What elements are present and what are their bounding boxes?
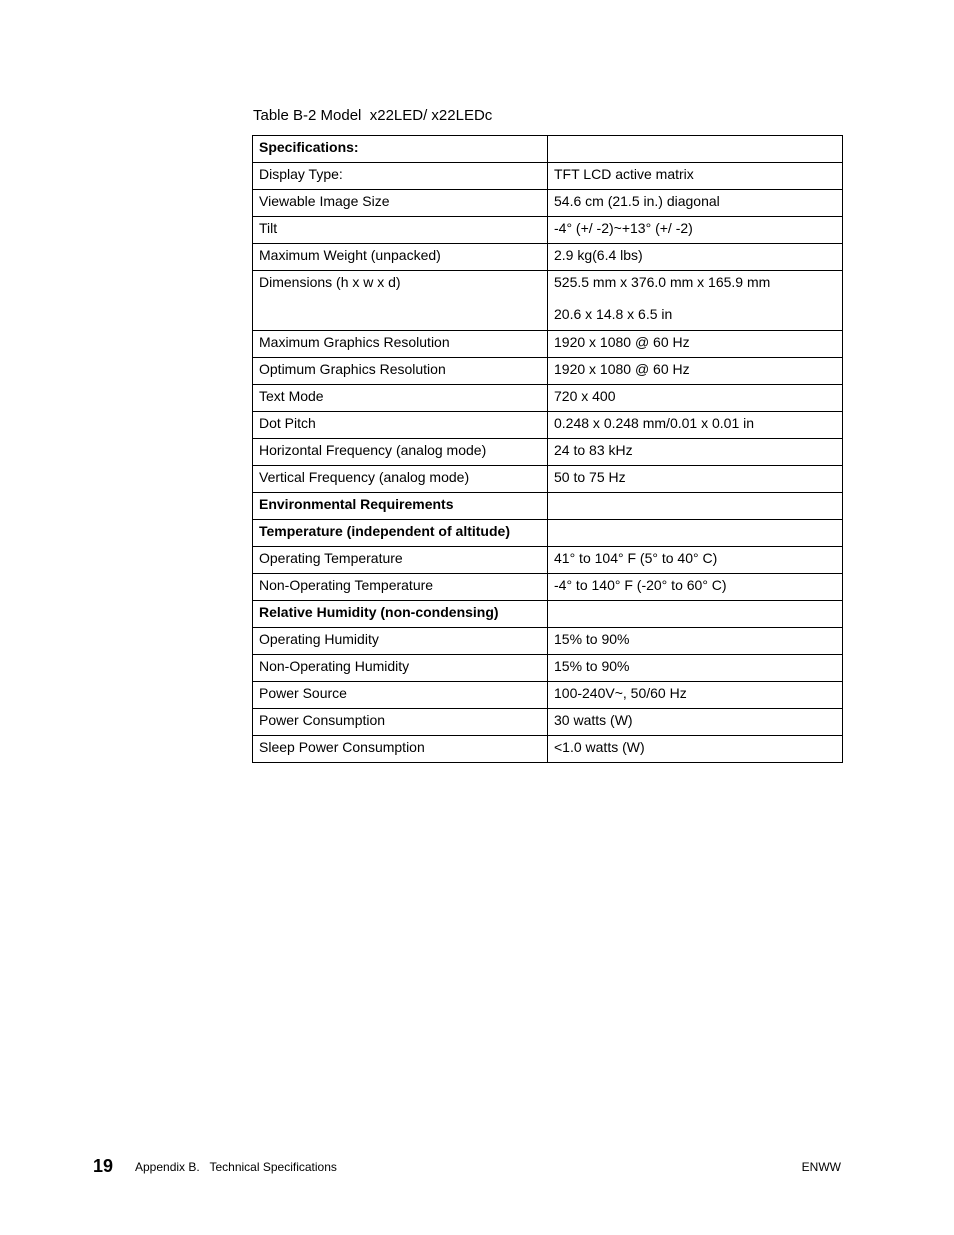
footer-doc-code: ENWW bbox=[801, 1160, 841, 1174]
table-row bbox=[253, 412, 843, 439]
spec-label: Dot Pitch bbox=[253, 412, 548, 439]
table-row bbox=[253, 385, 843, 412]
spec-label: Display Type: bbox=[253, 163, 548, 190]
spec-value: 41° to 104° F (5° to 40° C) bbox=[548, 547, 843, 574]
spec-label: Environmental Requirements bbox=[253, 493, 548, 520]
table-row bbox=[253, 682, 843, 709]
spec-value bbox=[548, 493, 843, 520]
table-row bbox=[253, 628, 843, 655]
spec-label: Power Consumption bbox=[253, 709, 548, 736]
table-row bbox=[253, 601, 843, 628]
spec-label: Maximum Weight (unpacked) bbox=[253, 244, 548, 271]
table-row bbox=[253, 574, 843, 601]
table-row bbox=[253, 493, 843, 520]
spec-value: 1920 x 1080 @ 60 Hz bbox=[548, 358, 843, 385]
spec-label: Specifications: bbox=[253, 136, 548, 163]
spec-label: Non-Operating Humidity bbox=[253, 655, 548, 682]
table-row bbox=[253, 331, 843, 358]
table-row bbox=[253, 709, 843, 736]
spec-value: <1.0 watts (W) bbox=[548, 736, 843, 763]
spec-label: Temperature (independent of altitude) bbox=[253, 520, 548, 547]
spec-label: Operating Humidity bbox=[253, 628, 548, 655]
spec-value: 30 watts (W) bbox=[548, 709, 843, 736]
spec-label: Relative Humidity (non-condensing) bbox=[253, 601, 548, 628]
specifications-table bbox=[252, 135, 843, 763]
table-row bbox=[253, 244, 843, 271]
table-row bbox=[253, 466, 843, 493]
footer-section-title: Appendix B. Technical Specifications bbox=[135, 1160, 337, 1174]
table-row bbox=[253, 217, 843, 244]
spec-value bbox=[548, 520, 843, 547]
table-row bbox=[253, 547, 843, 574]
table-row bbox=[253, 163, 843, 190]
spec-value bbox=[548, 601, 843, 628]
table-row bbox=[253, 520, 843, 547]
spec-label: Non-Operating Temperature bbox=[253, 574, 548, 601]
spec-value: 720 x 400 bbox=[548, 385, 843, 412]
page-number: 19 bbox=[93, 1156, 114, 1176]
spec-label: Sleep Power Consumption bbox=[253, 736, 548, 763]
spec-value: 15% to 90% bbox=[548, 628, 843, 655]
spec-value: 100-240V~, 50/60 Hz bbox=[548, 682, 843, 709]
spec-value: -4° (+/ -2)~+13° (+/ -2) bbox=[548, 217, 843, 244]
table-row bbox=[253, 655, 843, 682]
spec-value: 0.248 x 0.248 mm/0.01 x 0.01 in bbox=[548, 412, 843, 439]
spec-value bbox=[548, 271, 843, 331]
spec-label: Maximum Graphics Resolution bbox=[253, 331, 548, 358]
spec-label: Text Mode bbox=[253, 385, 548, 412]
table-caption: Table B-2 Model x22LED/ x22LEDc bbox=[253, 107, 493, 124]
table-row bbox=[253, 136, 843, 163]
spec-value bbox=[548, 136, 843, 163]
spec-label: Power Source bbox=[253, 682, 548, 709]
table-row bbox=[253, 271, 843, 331]
table-row bbox=[253, 736, 843, 763]
spec-value: TFT LCD active matrix bbox=[548, 163, 843, 190]
spec-label: Viewable Image Size bbox=[253, 190, 548, 217]
table-row bbox=[253, 190, 843, 217]
spec-value-imperial: 20.6 x 14.8 x 6.5 in bbox=[554, 306, 673, 322]
spec-value: 50 to 75 Hz bbox=[548, 466, 843, 493]
spec-label: Horizontal Frequency (analog mode) bbox=[253, 439, 548, 466]
spec-label: Vertical Frequency (analog mode) bbox=[253, 466, 548, 493]
spec-label: Dimensions (h x w x d) bbox=[253, 271, 548, 331]
spec-label: Optimum Graphics Resolution bbox=[253, 358, 548, 385]
spec-value: 24 to 83 kHz bbox=[548, 439, 843, 466]
spec-value: 2.9 kg(6.4 lbs) bbox=[548, 244, 843, 271]
spec-value: 54.6 cm (21.5 in.) diagonal bbox=[548, 190, 843, 217]
table-row bbox=[253, 439, 843, 466]
table-row bbox=[253, 358, 843, 385]
spec-value-metric: 525.5 mm x 376.0 mm x 165.9 mm bbox=[554, 274, 771, 290]
spec-label: Tilt bbox=[253, 217, 548, 244]
spec-value: -4° to 140° F (-20° to 60° C) bbox=[548, 574, 843, 601]
spec-label: Operating Temperature bbox=[253, 547, 548, 574]
page-footer bbox=[0, 1155, 954, 1179]
spec-value: 15% to 90% bbox=[548, 655, 843, 682]
spec-value: 1920 x 1080 @ 60 Hz bbox=[548, 331, 843, 358]
